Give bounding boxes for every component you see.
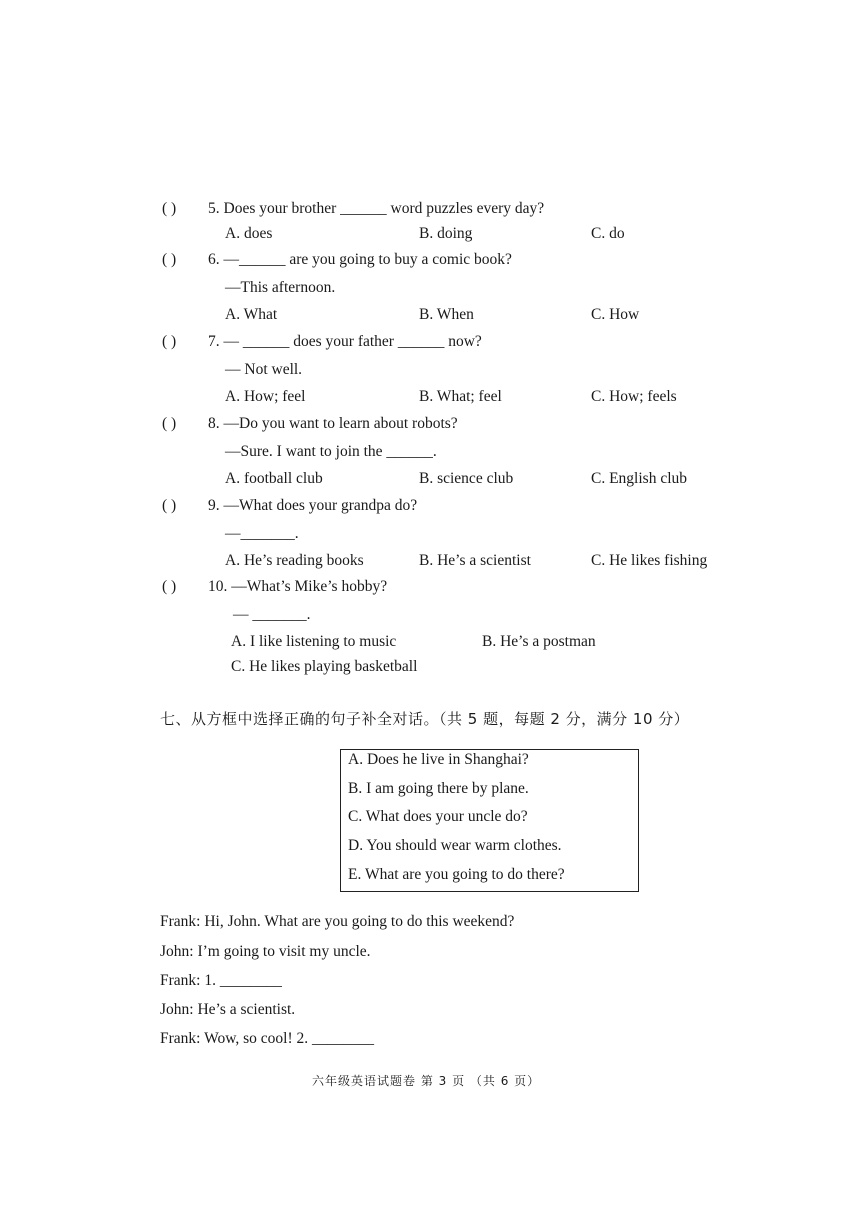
q5-option-c: C. do [591,225,625,242]
box-option-c: C. What does your uncle do? [348,808,528,825]
q8-option-a: A. football club [225,470,323,487]
q7-option-a: A. How; feel [225,388,306,405]
q9-response: —_______. [225,525,299,542]
q6-option-a: A. What [225,306,278,323]
q7-stem: 7. — ______ does your father ______ now? [208,333,482,350]
q6-option-b: B. When [419,306,474,323]
q8-option-c: C. English club [591,470,688,487]
q5-option-b: B. doing [419,225,473,242]
page-footer: 六年级英语试题卷 第 3 页 （共 6 页） [312,1074,541,1088]
q7-option-c: C. How; feels [591,388,677,405]
q10-paren: ( ) [162,578,177,595]
q5-paren: ( ) [162,200,177,217]
q8-stem: 8. —Do you want to learn about robots? [208,415,458,432]
q8-response: —Sure. I want to join the ______. [225,443,437,460]
dialogue-line-5: Frank: Wow, so cool! 2. ________ [160,1030,375,1047]
q9-stem: 9. —What does your grandpa do? [208,497,418,514]
box-option-d: D. You should wear warm clothes. [348,837,562,854]
dialogue-line-2: John: I’m going to visit my uncle. [160,943,371,960]
q7-response: — Not well. [225,361,303,378]
q6-stem: 6. —______ are you going to buy a comic book? [208,251,512,268]
q9-option-c: C. He likes fishing [591,552,708,569]
dialogue-line-1: Frank: Hi, John. What are you going to do this weekend? [160,913,515,930]
dialogue-line-4: John: He’s a scientist. [160,1001,296,1018]
q6-paren: ( ) [162,251,177,268]
dialogue-line-3: Frank: 1. ________ [160,972,282,989]
q10-response: — _______. [233,606,311,623]
q7-paren: ( ) [162,333,177,350]
q9-paren: ( ) [162,497,177,514]
q10-option-a: A. I like listening to music [231,633,397,650]
q10-stem: 10. —What’s Mike’s hobby? [208,578,388,595]
sentence-options-box [340,749,639,892]
box-option-e: E. What are you going to do there? [348,866,565,883]
q9-option-a: A. He’s reading books [225,552,364,569]
q10-option-c: C. He likes playing basketball [231,658,418,675]
q10-option-b: B. He’s a postman [482,633,596,650]
section-7-title: 七、从方框中选择正确的句子补全对话。（共 5 题，每题 2 分，满分 10 分） [160,710,690,728]
q5-stem: 5. Does your brother ______ word puzzles every day? [208,200,545,217]
q7-option-b: B. What; feel [419,388,502,405]
q6-response: —This afternoon. [225,279,336,296]
q8-paren: ( ) [162,415,177,432]
box-option-b: B. I am going there by plane. [348,780,529,797]
q8-option-b: B. science club [419,470,514,487]
q5-option-a: A. does [225,225,273,242]
q6-option-c: C. How [591,306,640,323]
q9-option-b: B. He’s a scientist [419,552,531,569]
box-option-a: A. Does he live in Shanghai? [348,751,529,768]
